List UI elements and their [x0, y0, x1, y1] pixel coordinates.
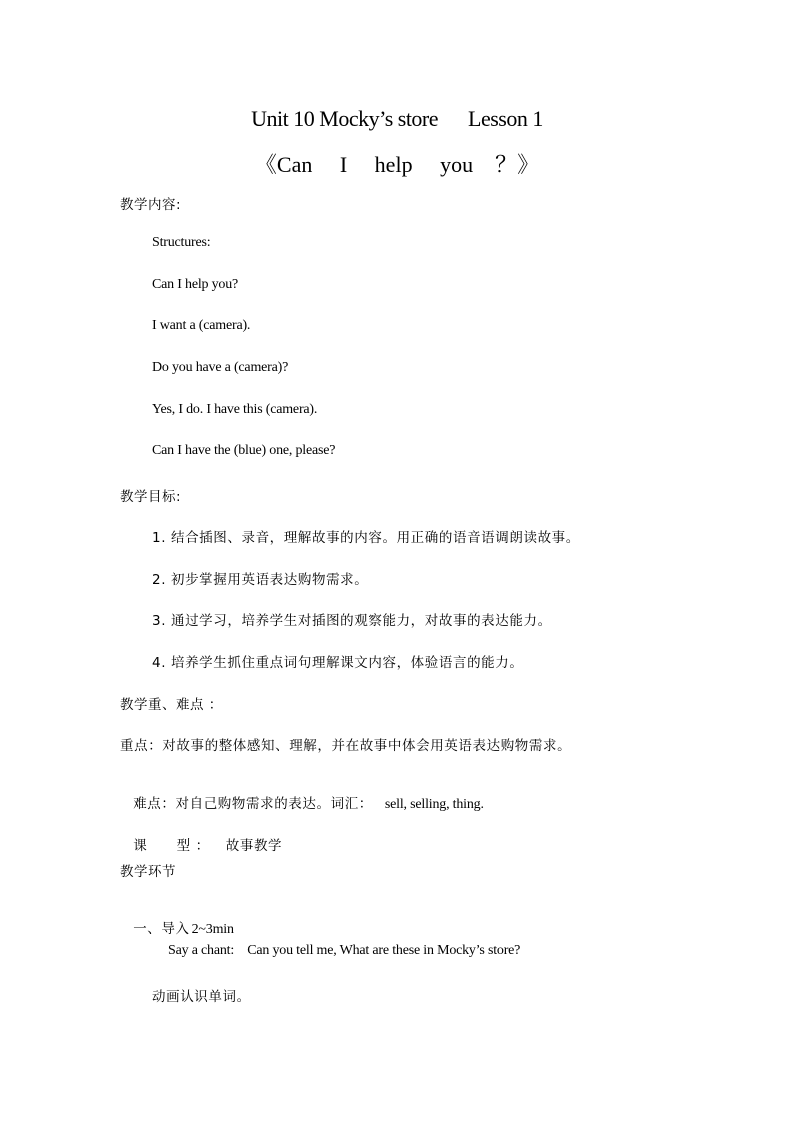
- goal-item: 1. 结合插图、录音，理解故事的内容。用正确的语音语调朗读故事。: [152, 530, 580, 546]
- procedure-heading: 教学环节: [120, 864, 176, 880]
- goal-item: 4. 培养学生抓住重点词句理解课文内容，体验语言的能力。: [152, 655, 524, 671]
- document-subtitle: 《Can I help you ？》: [254, 152, 540, 177]
- key-points-heading: 教学重、难点 ：: [120, 697, 223, 713]
- teaching-goals-heading: 教学目标:: [120, 489, 182, 505]
- structure-sentence: Yes, I do. I have this (camera).: [152, 402, 318, 417]
- chant-line: Say a chant: Can you tell me, What are these in Mocky’s store?: [168, 943, 521, 958]
- difficult-point-cn: 难点：对自己购物需求的表达。词汇：: [133, 796, 373, 812]
- document-title: Unit 10 Mocky’s store Lesson 1: [251, 106, 543, 131]
- teaching-content-heading: 教学内容:: [120, 197, 182, 213]
- structures-label: Structures:: [152, 235, 211, 250]
- step-1-time: 2~3min: [191, 922, 234, 937]
- structure-sentence: I want a (camera).: [152, 318, 251, 333]
- structure-sentence: Do you have a (camera)?: [152, 360, 289, 375]
- step-1-label: 一、导入: [133, 921, 190, 937]
- difficult-point-vocab: sell, selling, thing.: [384, 797, 484, 812]
- important-point: 重点：对故事的整体感知、理解，并在故事中体会用英语表达购物需求。: [120, 738, 572, 754]
- lesson-type-value: 故事教学: [225, 838, 283, 854]
- structure-sentence: Can I have the (blue) one, please?: [152, 443, 336, 458]
- lesson-type-label: 课 型 ：: [133, 838, 210, 854]
- goal-item: 3. 通过学习，培养学生对插图的观察能力，对故事的表达能力。: [152, 613, 552, 629]
- animation-line: 动画认识单词。: [152, 989, 251, 1005]
- goal-item: 2. 初步掌握用英语表达购物需求。: [152, 572, 369, 588]
- structure-sentence: Can I help you?: [152, 277, 239, 292]
